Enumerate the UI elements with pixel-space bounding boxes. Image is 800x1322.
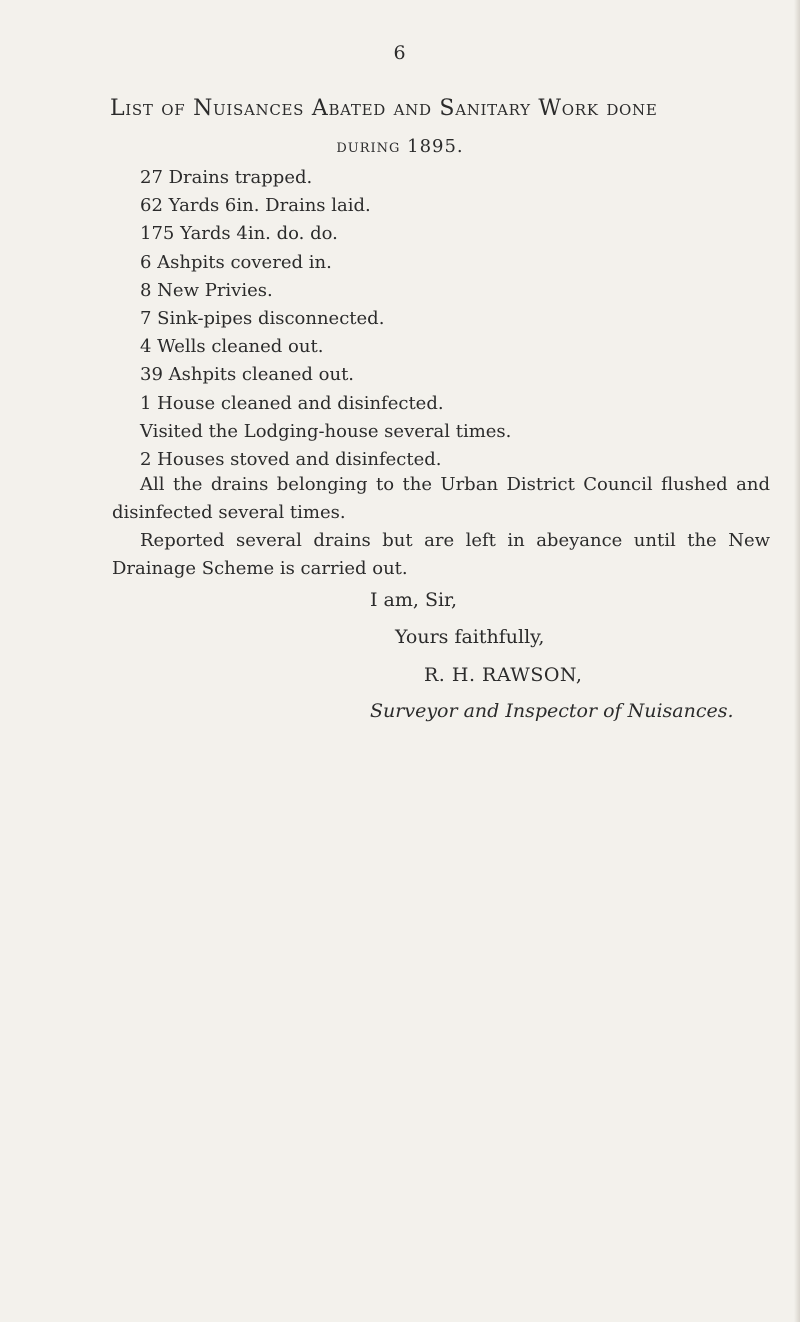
list-item: 6 Ashpits covered in. <box>140 251 332 273</box>
document-subtitle: during 1895. <box>336 136 464 157</box>
list-item: 7 Sink-pipes disconnected. <box>140 308 385 330</box>
salutation: I am, Sir, <box>370 589 458 611</box>
list-item: 27 Drains trapped. <box>140 167 313 188</box>
document-title: List of Nuisances Abated and Sanitary Work done <box>110 96 658 121</box>
list-item: 8 New Privies. <box>140 279 273 301</box>
work-list <box>140 164 780 474</box>
valediction: Yours faithfully, <box>395 626 545 648</box>
list-item: 39 Ashpits cleaned out. <box>140 364 355 386</box>
signature-name: R. H. RAWSON, <box>424 664 583 686</box>
paragraph-drains-flushed: All the drains belonging to the Urban District Council flushed and disinfected several times. <box>112 474 770 523</box>
page-edge-shadow <box>794 0 800 1322</box>
signature-role: Surveyor and Inspector of Nuisances. <box>370 700 734 722</box>
list-item: 4 Wells cleaned out. <box>140 336 324 358</box>
list-item: 1 House cleaned and disinfected. <box>140 392 444 414</box>
list-item: 2 Houses stoved and disinfected. <box>140 449 442 471</box>
list-item: Visited the Lodging-house several times. <box>140 420 512 442</box>
list-item: 175 Yards 4in. do. do. <box>140 223 338 245</box>
list-item: 62 Yards 6in. Drains laid. <box>140 195 371 217</box>
paragraph-drains-reported: Reported several drains but are left in abeyance until the New Drainage Scheme is carried out. <box>112 530 770 579</box>
page-number: 6 <box>393 42 407 64</box>
